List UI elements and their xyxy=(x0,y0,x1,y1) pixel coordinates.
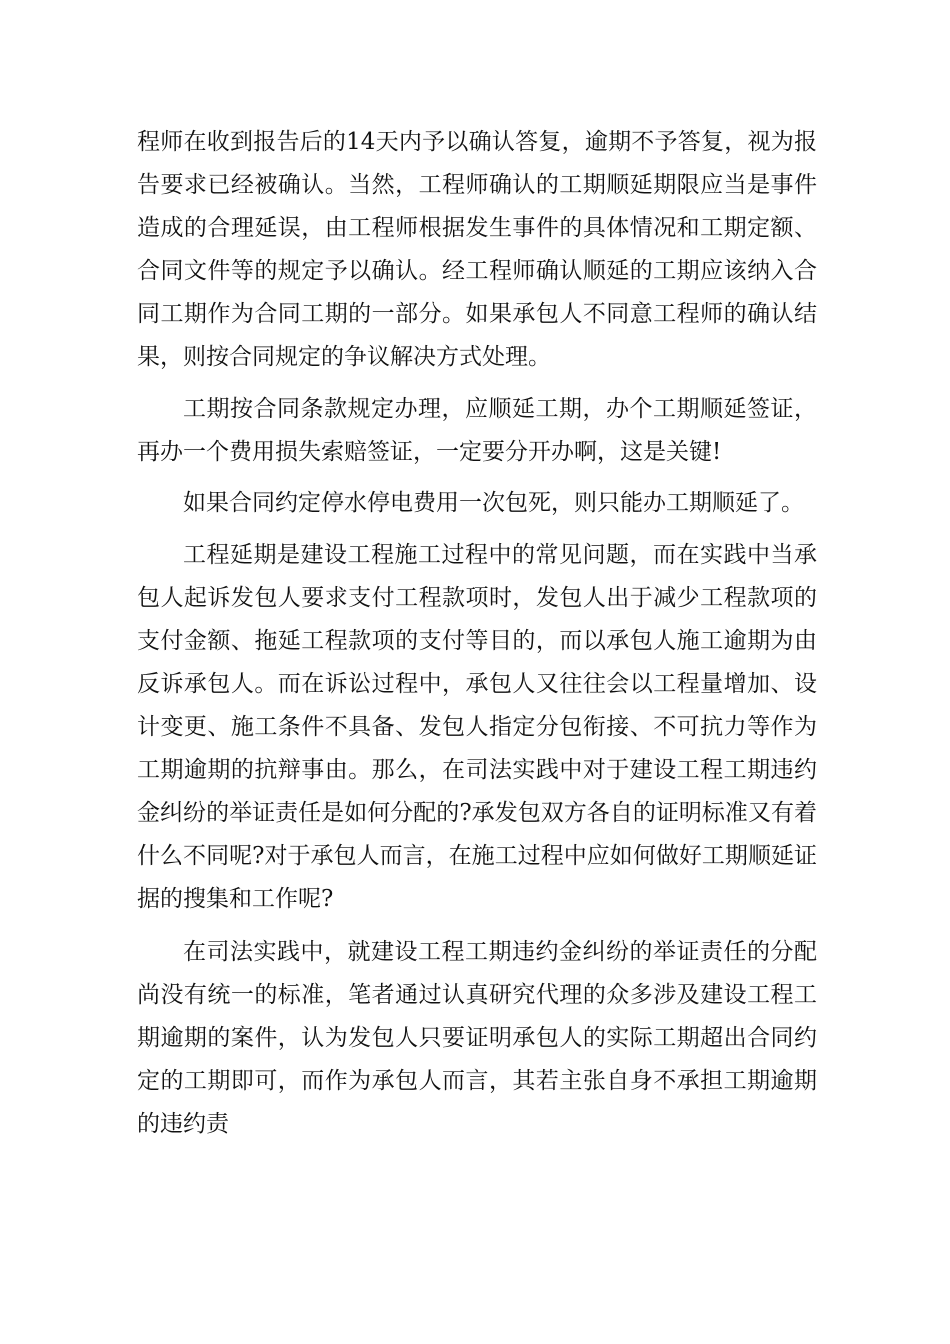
paragraph-delay-disputes: 工程延期是建设工程施工过程中的常见问题，而在实践中当承包人起诉发包人要求支付工程款项时，发包人出于减少工程款项的支付金额、拖延工程款项的支付等目的，而以承包人施工逾期为由反诉承包人。而在诉讼过程中，承包人又往往会以工程量增加、设计变更、施工条件不具备、发包人指定分包衔接、不可抗力等作为工期逾期的抗辩事由。那么，在司法实践中对于建设工程工期违约金纠纷的举证责任是如何分配的?承发包双方各自的证明标准又有着什么不同呢?对于承包人而言，在施工过程中应如何做好工期顺延证据的搜集和工作呢? xyxy=(137,542,817,912)
paragraph-lump-sum-note: 如果合同约定停水停电费用一次包死，则只能办工期顺延了。 xyxy=(183,490,804,516)
document-body xyxy=(137,121,817,1146)
paragraph-continuation: 程师在收到报告后的14天内予以确认答复，逾期不予答复，视为报告要求已经被确认。当然，工程师确认的工期顺延期限应当是事件造成的合理延误，由工程师根据发生事件的具体情况和工期定额、合同文件等的规定予以确认。经工程师确认顺延的工期应该纳入合同工期作为合同工期的一部分。如果承包人不同意工程师的确认结果，则按合同规定的争议解决方式处理。 xyxy=(137,129,817,370)
paragraph-claim-procedure: 工期按合同条款规定办理，应顺延工期，办个工期顺延签证，再办一个费用损失索赔签证，一定要分开办啊，这是关键! xyxy=(137,396,817,465)
paragraph-burden-of-proof: 在司法实践中，就建设工程工期违约金纠纷的举证责任的分配尚没有统一的标准，笔者通过认真研究代理的众多涉及建设工程工期逾期的案件，认为发包人只要证明承包人的实际工期超出合同约定的工期即可，而作为承包人而言，其若主张自身不承担工期逾期的违约责 xyxy=(137,939,817,1137)
